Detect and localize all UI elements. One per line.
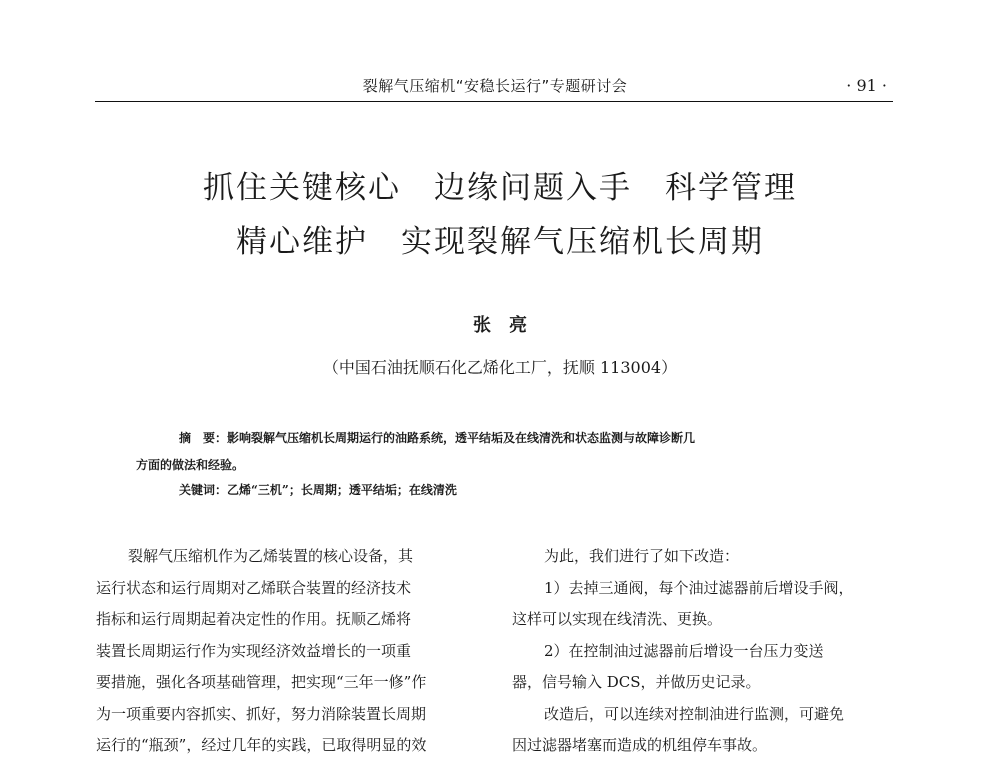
paragraph-line: 改造后，可以连续对控制油进行监测，可避免 bbox=[544, 704, 845, 723]
body-left-column bbox=[96, 541, 491, 762]
article-title-line-2: 精心维护 实现裂解气压缩机长周期 bbox=[236, 224, 764, 260]
article-title-line-1: 抓住关键核心 边缘问题入手 科学管理 bbox=[203, 170, 797, 206]
paragraph-line: 2）在控制油过滤器前后增设一台压力变送 bbox=[544, 641, 824, 660]
running-title: 裂解气压缩机“安稳长运行”专题研讨会 bbox=[362, 77, 628, 95]
paragraph-line: 要措施，强化各项基础管理，把实现“三年一修”作 bbox=[96, 673, 427, 691]
abstract-text-line-2: 方面的做法和经验。 bbox=[136, 458, 245, 472]
paragraph-line: 为此，我们进行了如下改造： bbox=[544, 547, 740, 565]
paragraph-line: 这样可以实现在线清洗、更换。 bbox=[512, 610, 723, 628]
paragraph-line: 因过滤器堵塞而造成的机组停车事故。 bbox=[512, 736, 768, 754]
keywords-label: 关键词： bbox=[179, 483, 228, 497]
paragraph-line: 器，信号输入 DCS，并做历史记录。 bbox=[512, 673, 761, 691]
abstract bbox=[136, 423, 856, 481]
body-right-column bbox=[512, 541, 907, 762]
running-header bbox=[95, 76, 895, 100]
paragraph-line: 为一项重要内容抓实、抓好，努力消除装置长周期 bbox=[96, 704, 427, 723]
author-affiliation: （中国石油抚顺石化乙烯化工厂，抚顺 113004） bbox=[322, 358, 678, 377]
keywords-text: 乙烯“三机”；长周期；透平结垢；在线清洗 bbox=[227, 483, 457, 497]
author-name: 张亮 bbox=[473, 315, 545, 336]
page-number: · 91 · bbox=[846, 76, 887, 95]
paragraph-line: 指标和运行周期起着决定性的作用。抚顺乙烯将 bbox=[96, 610, 412, 628]
abstract-label: 摘 要： bbox=[179, 431, 228, 445]
keywords bbox=[179, 479, 457, 501]
paragraph-line: 装置长周期运行作为实现经济效益增长的一项重 bbox=[96, 641, 412, 660]
paragraph-line: 1）去掉三通阀，每个油过滤器前后增设手阀， bbox=[544, 578, 854, 597]
paragraph-line: 运行的“瓶颈”，经过几年的实践，已取得明显的效 bbox=[96, 736, 427, 754]
paragraph-line: 裂解气压缩机作为乙烯装置的核心设备，其 bbox=[128, 547, 414, 565]
paragraph-line: 运行状态和运行周期对乙烯联合装置的经济技术 bbox=[96, 578, 412, 597]
abstract-text-line-1: 影响裂解气压缩机长周期运行的油路系统，透平结垢及在线清洗和状态监测与故障诊断几 bbox=[227, 431, 696, 445]
header-rule bbox=[95, 101, 893, 102]
